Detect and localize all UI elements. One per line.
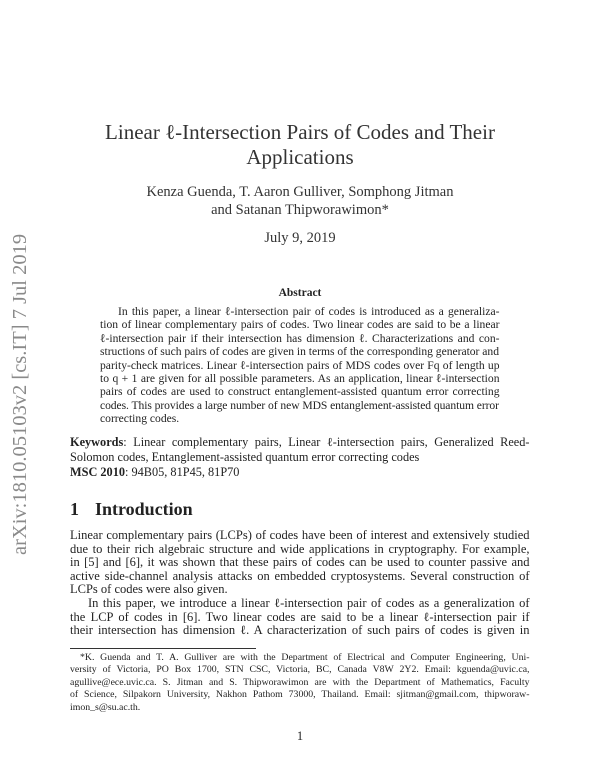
text-line: of Science, Silpakorn University, Nakhon Pathom 73000, Thailand. Email: sjitman@gmail.com, thipworaw- bbox=[70, 689, 530, 701]
paper-title bbox=[0, 120, 600, 170]
text-line: agullive@ece.uvic.ca. S. Jitman and S. Thipworawimon are with the Department of Mathematics, Faculty bbox=[70, 676, 530, 688]
keywords-line bbox=[70, 435, 530, 450]
abstract-text bbox=[100, 305, 500, 426]
text-line: active side-channel analysis attacks on embedded cryptosystems. Several construction of bbox=[70, 569, 530, 583]
footnote-rule bbox=[70, 648, 256, 649]
text-line: the LCP of codes in [6]. Two linear codes are said to be a linear ℓ-intersection pair if bbox=[70, 610, 530, 624]
text-line: ℓ-intersection pair if their intersection has dimension ℓ. Characterizations and con- bbox=[100, 331, 500, 345]
arxiv-identifier: arXiv:1810.05103v2 [cs.IT] 7 Jul 2019 bbox=[9, 233, 31, 555]
text-line: to q + 1 are given for all possible parameters. As an application, linear ℓ-intersection bbox=[100, 372, 500, 386]
text-line: LCPs of codes were also given. bbox=[70, 583, 228, 597]
author-line: Kenza Guenda, T. Aaron Gulliver, Somphong Jitman bbox=[146, 184, 454, 200]
keywords bbox=[70, 435, 530, 480]
text-line: correcting codes. bbox=[100, 412, 180, 426]
text-line: parity-check matrices. Linear ℓ-intersection pairs of MDS codes over Fq of length up bbox=[100, 358, 500, 372]
section-number: 1 bbox=[70, 499, 79, 519]
text-line: codes. This provides a large number of new MDS entanglement-assisted quantum error bbox=[100, 398, 499, 412]
keywords-label: Keywords bbox=[70, 435, 124, 449]
keywords-line: Solomon codes, Entanglement-assisted quantum error correcting codes bbox=[70, 450, 420, 464]
footnote bbox=[70, 652, 530, 714]
text-line: In this paper, a linear ℓ-intersection pair of codes is introduced as a generaliza- bbox=[118, 305, 500, 318]
text-line: *K. Guenda and T. A. Gulliver are with the Department of Electrical and Computer Engineering, Uni- bbox=[80, 652, 530, 663]
section-heading bbox=[70, 498, 193, 520]
section-title: Introduction bbox=[95, 499, 193, 519]
text-line: due to their rich algebraic structure and wide applications in cryptography. For example, bbox=[70, 542, 530, 556]
text-line: imon_s@su.ac.th. bbox=[70, 701, 141, 713]
text-line: In this paper, we introduce a linear ℓ-intersection pair of codes as a generalization of bbox=[88, 596, 530, 610]
text-line: pairs of codes are used to construct entanglement-assisted quantum error correcting bbox=[100, 385, 500, 399]
text-line: versity of Victoria, PO Box 1700, STN CSC, Victoria, BC, Canada V8W 2Y2. Email: kguenda@uvic.ca, bbox=[70, 664, 530, 676]
body-text bbox=[70, 529, 530, 638]
author-line: and Satanan Thipworawimon* bbox=[211, 202, 389, 218]
text-line: structions of such pairs of codes are given in terms of the corresponding generator and bbox=[100, 345, 499, 359]
title-line: Applications bbox=[246, 145, 354, 169]
paragraph bbox=[70, 529, 530, 597]
keywords-text: : Linear complementary pairs, Linear ℓ-intersection pairs, Generalized Reed- bbox=[123, 435, 530, 449]
paper-date: July 9, 2019 bbox=[264, 230, 336, 246]
msc-value: : 94B05, 81P45, 81P70 bbox=[125, 465, 240, 479]
author-list bbox=[0, 183, 600, 219]
text-line: in [5] and [6], it was shown that these pairs of codes can be used to counter passive and bbox=[70, 556, 530, 570]
msc-label: MSC 2010 bbox=[70, 465, 125, 479]
text-line: tion of linear complementary pairs of codes. Two linear codes are said to be a linear bbox=[100, 318, 500, 332]
text-line: their intersection has dimension ℓ. A characterization of such pairs of codes is given in bbox=[70, 624, 530, 638]
page-number: 1 bbox=[296, 729, 304, 743]
msc-line bbox=[70, 465, 530, 480]
paragraph bbox=[70, 597, 530, 638]
text-line: Linear complementary pairs (LCPs) of codes have been of interest and extensively studied bbox=[70, 529, 530, 542]
abstract-heading: Abstract bbox=[278, 287, 322, 299]
title-line: Linear ℓ-Intersection Pairs of Codes and Their bbox=[105, 120, 495, 144]
